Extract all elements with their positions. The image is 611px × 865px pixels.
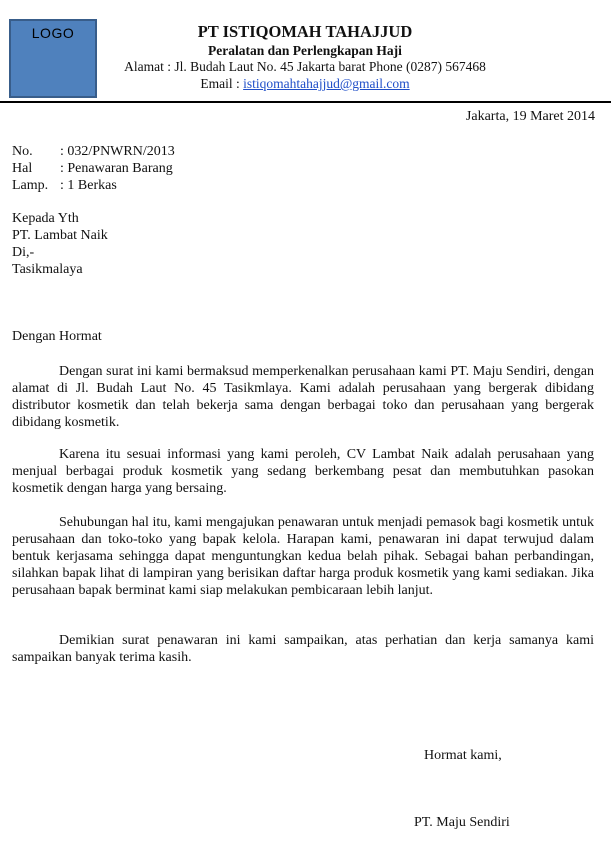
recipient-line: PT. Lambat Naik	[12, 228, 108, 243]
meta-subject	[12, 161, 173, 177]
logo-label: LOGO	[31, 25, 75, 41]
closing: Hormat kami,	[424, 748, 502, 763]
meta-number	[12, 144, 175, 160]
email-link[interactable]: istiqomahtahajjud@gmail.com	[243, 76, 410, 91]
body-paragraph: Dengan surat ini kami bermaksud memperkenalkan perusahaan kami PT. Maju Sendiri, dengan alamat di Jl. Budah Laut No. 45 Tasikmlaya. Kami adalah perusahaan yang bergerak dibidang distributor kosmetik dan telah bekerja sama dengan berbagai toko dan perusahaan yang bergerak dibidang kosmetik.	[12, 364, 594, 430]
company-email-line	[100, 76, 510, 92]
body-paragraph: Karena itu sesuai informasi yang kami peroleh, CV Lambat Naik adalah perusahaan yang menjual berbagai produk kosmetik yang sedang berkembang pesat dan membutuhkan pasokan kosmetik dengan harga yang bersaing.	[12, 447, 594, 496]
greeting: Dengan Hormat	[12, 329, 102, 344]
letter-date: Jakarta, 19 Maret 2014	[465, 109, 595, 124]
meta-value: : 032/PNWRN/2013	[60, 144, 175, 159]
recipient-line: Kepada Yth	[12, 211, 79, 226]
signatory: PT. Maju Sendiri	[414, 815, 510, 830]
letterhead-divider	[0, 101, 611, 103]
body-paragraph: Demikian surat penawaran ini kami sampaikan, atas perhatian dan kerja samanya kami sampaikan banyak terima kasih.	[12, 633, 594, 665]
company-tagline: Peralatan dan Perlengkapan Haji	[208, 43, 402, 58]
meta-key: Hal	[12, 161, 33, 176]
logo-placeholder	[9, 19, 97, 98]
meta-key: No.	[12, 144, 33, 159]
recipient-line: Tasikmalaya	[12, 262, 83, 277]
recipient-line: Di,-	[12, 245, 35, 260]
meta-value: : 1 Berkas	[60, 178, 117, 193]
meta-key: Lamp.	[12, 178, 49, 193]
company-address: Alamat : Jl. Budah Laut No. 45 Jakarta barat Phone (0287) 567468	[124, 59, 486, 74]
body-paragraph: Sehubungan hal itu, kami mengajukan penawaran untuk menjadi pemasok bagi kosmetik untuk perusahaan dan toko-toko yang bapak kelola. Harapan kami, penawaran ini dapat terwujud dalam bentuk kerjasama sehingga dapat menguntungkan kedua belah pihak. Sebagai bahan perbandingan, silahkan bapak lihat di lampiran yang berisikan daftar harga produk kosmetik yang kami sediakan. Jika perusahaan bapak berminat kami siap melakukan pembicaraan lebih lanjut.	[12, 515, 594, 598]
email-label: Email :	[200, 76, 244, 91]
meta-attachment	[12, 178, 117, 194]
meta-value: : Penawaran Barang	[60, 161, 173, 176]
company-name: PT ISTIQOMAH TAHAJJUD	[197, 22, 413, 41]
